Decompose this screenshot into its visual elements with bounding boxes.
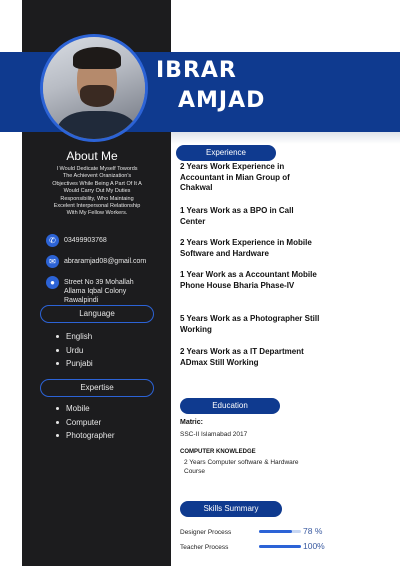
language-item: Punjabi [56, 357, 93, 371]
header-banner-shadow [171, 132, 400, 144]
skill-bar [259, 530, 301, 533]
skill-percent: 100% [303, 541, 325, 551]
expertise-item: Photographer [56, 429, 114, 443]
last-name: AMJAD [178, 88, 266, 113]
language-item: English [56, 330, 93, 344]
contact-phone: 03499903768 [64, 237, 107, 244]
email-icon: ✉ [46, 255, 59, 268]
about-text: I Would Dedicate Myself Towords The Achievent Oranization's Objectives While Being A Part Of It A Would Carry Out My Duties Responsibility, Who Maintaing Excelent Interpersonal Relationship With My Fellow Workers. [52, 166, 142, 217]
experience-item: 2 Years Work as a IT Department ADmax Still Working [180, 347, 304, 367]
skills-heading: Skills Summary [180, 501, 282, 517]
contact-email: abraramjad08@gmail.com [64, 258, 147, 265]
experience-item: 5 Years Work as a Photographer Still Working [180, 314, 320, 334]
expertise-item: Computer [56, 416, 114, 430]
computer-knowledge-label: COMPUTER KNOWLEDGE [180, 449, 256, 455]
computer-knowledge-value: 2 Years Computer software & Hardware Course [184, 459, 299, 475]
skill-bar [259, 545, 301, 548]
language-item: Urdu [56, 344, 93, 358]
matric-value: SSC-II Islamabad 2017 [180, 431, 248, 438]
skill-label: Designer Process [180, 529, 232, 536]
skill-label: Teacher Process [180, 544, 229, 551]
skill-bar-fill [259, 530, 292, 533]
expertise-heading: Expertise [40, 379, 154, 397]
location-icon: ● [46, 276, 59, 289]
about-title: About Me [66, 149, 118, 163]
education-heading: Education [180, 398, 280, 414]
language-list [56, 330, 93, 371]
skill-bar-fill [259, 545, 301, 548]
matric-label: Matric: [180, 419, 203, 426]
language-heading: Language [40, 305, 154, 323]
experience-item: 2 Years Work Experience in Mobile Software and Hardware [180, 238, 312, 258]
experience-item: 1 Year Work as a Accountant Mobile Phone House Bharia Phase-IV [180, 270, 317, 290]
expertise-item: Mobile [56, 402, 114, 416]
experience-item: 1 Years Work as a BPO in Call Center [180, 206, 294, 226]
phone-icon: ✆ [46, 234, 59, 247]
avatar [40, 34, 148, 142]
expertise-list [56, 402, 114, 443]
contact-address: Street No 39 Mohallah Allama Iqbal Colony Rawalpindi [64, 279, 134, 304]
first-name: IBRAR [156, 58, 237, 83]
experience-heading: Experience [176, 145, 276, 161]
experience-item: 2 Years Work Experience in Accountant in Mian Group of Chakwal [180, 162, 290, 193]
skill-percent: 78 % [303, 526, 323, 536]
